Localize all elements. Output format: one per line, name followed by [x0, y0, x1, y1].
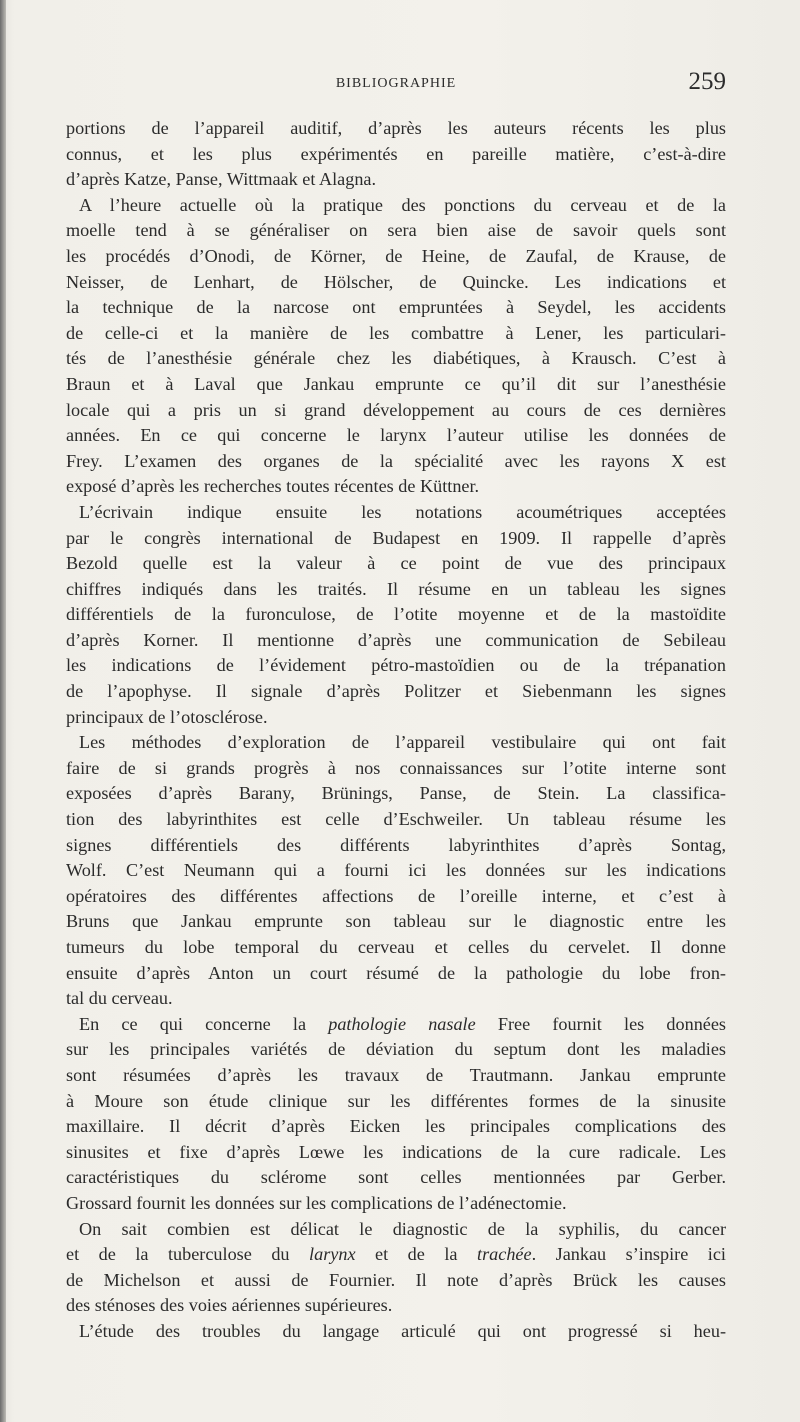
italic-term: trachée	[477, 1244, 532, 1265]
text-line: portions de l’appareil auditif, d’après les auteurs récents les plus	[66, 118, 726, 138]
text-run: et de la tuberculose du	[66, 1244, 310, 1265]
text-line: Bezold quelle est la valeur à ce point de vue des principaux	[66, 553, 726, 574]
text-line: caractéristiques du sclérome sont celles mentionnées par Gerber.	[66, 1167, 726, 1188]
text-line: d’après Korner. Il mentionne d’après une communication de Sebileau	[66, 629, 726, 650]
text-line: chiffres indiqués dans les traités. Il résume en un tableau les signes	[66, 578, 726, 599]
text-run: et de la	[355, 1244, 478, 1265]
text-line: de l’apophyse. Il signale d’après Politzer et Siebenmann les signes	[66, 681, 726, 702]
text-line: moelle tend à se généraliser on sera bien aise de savoir quels sont	[66, 220, 726, 241]
text-line: Frey. L’examen des organes de la spécialité avec les rayons X est	[66, 450, 726, 471]
text-line: maxillaire. Il décrit d’après Eicken les principales complications des	[66, 1116, 726, 1137]
text-line: de Michelson et aussi de Fournier. Il note d’après Brück les causes	[66, 1269, 726, 1290]
text-line: sinusites et fixe d’après Lœwe les indications de la cure radicale. Les	[66, 1141, 726, 1162]
text-line: Bruns que Jankau emprunte son tableau sur le diagnostic entre les	[66, 911, 726, 932]
text-line: sont résumées d’après les travaux de Trautmann. Jankau emprunte	[66, 1064, 726, 1085]
text-line: années. En ce qui concerne le larynx l’auteur utilise les données de	[66, 425, 726, 446]
text-line: opératoires des différentes affections de l’oreille interne, et c’est à	[66, 885, 726, 906]
text-run: Free fournit les données	[475, 1013, 727, 1034]
page-header	[66, 68, 726, 102]
text-line: principaux de l’otosclérose.	[66, 706, 268, 727]
page-binding-edge	[0, 0, 6, 1422]
text-line: L’écrivain indique ensuite les notations acoumétriques acceptées	[79, 501, 726, 522]
text-line: tal du cerveau.	[66, 988, 173, 1009]
text-line: à Moure son étude clinique sur les différentes formes de la sinusite	[66, 1090, 726, 1111]
text-line: sur les principales variétés de déviation du septum dont les maladies	[66, 1039, 726, 1060]
text-line: de celle-ci et la manière de les combattre à Lener, les particulari-	[66, 322, 726, 343]
italic-term: larynx	[309, 1244, 356, 1265]
text-line: la technique de la narcose ont empruntées à Seydel, les accidents	[66, 297, 726, 318]
text-line: Wolf. C’est Neumann qui a fourni ici les données sur les indications	[66, 860, 726, 881]
text-line: locale qui a pris un si grand développement au cours de ces dernières	[66, 399, 726, 420]
text-line: ensuite d’après Anton un court résumé de la pathologie du lobe fron-	[66, 962, 726, 983]
text-line: Grossard fournit les données sur les complications de l’adénectomie.	[66, 1192, 567, 1213]
text-line: tion des labyrinthites est celle d’Eschweiler. Un tableau résume les	[66, 809, 726, 830]
text-line: On sait combien est délicat le diagnostic de la syphilis, du cancer	[79, 1218, 726, 1239]
text-line: Neisser, de Lenhart, de Hölscher, de Quincke. Les indications et	[66, 271, 726, 292]
text-line: tumeurs du lobe temporal du cerveau et celles du cervelet. Il donne	[66, 937, 726, 957]
text-line	[66, 1242, 726, 1268]
text-line: des sténoses des voies aériennes supérieures.	[66, 1295, 393, 1316]
text-line: différentiels de la furonculose, de l’otite moyenne et de la mastoïdite	[66, 604, 726, 625]
text-run: . Jankau s’inspire ici	[531, 1244, 726, 1265]
italic-term: pathologie nasale	[328, 1013, 476, 1034]
body-text	[66, 116, 726, 1345]
text-line: faire de si grands progrès à nos connaissances sur l’otite interne sont	[66, 757, 726, 778]
text-line: connus, et les plus expérimentés en pareille matière, c’est-à-dire	[66, 143, 726, 164]
running-title: BIBLIOGRAPHIE	[335, 76, 457, 91]
text-line: Les méthodes d’exploration de l’appareil vestibulaire qui ont fait	[79, 732, 726, 753]
text-run: En ce qui concerne la	[79, 1013, 329, 1034]
text-line: exposé d’après les recherches toutes récentes de Küttner.	[66, 476, 480, 497]
text-line: les indications de l’évidement pétro-mastoïdien ou de la trépanation	[66, 655, 726, 676]
text-line: signes différentiels des différents labyrinthites d’après Sontag,	[66, 834, 726, 855]
text-line	[66, 1012, 726, 1038]
text-line: Braun et à Laval que Jankau emprunte ce qu’il dit sur l’anesthésie	[66, 373, 726, 394]
text-line: par le congrès international de Budapest en 1909. Il rappelle d’après	[66, 527, 726, 548]
text-line: d’après Katze, Panse, Wittmaak et Alagna.	[66, 169, 377, 190]
text-line: exposées d’après Barany, Brünings, Panse, de Stein. La classifica-	[66, 783, 726, 804]
text-line: A l’heure actuelle où la pratique des ponctions du cerveau et de la	[79, 194, 726, 215]
text-line: tés de l’anesthésie générale chez les diabétiques, à Krausch. C’est à	[66, 348, 726, 369]
page-number: 259	[688, 68, 726, 95]
text-line: L’étude des troubles du langage articulé qui ont progressé si heu-	[79, 1320, 726, 1341]
text-line: les procédés d’Onodi, de Körner, de Heine, de Zaufal, de Krause, de	[66, 245, 726, 266]
